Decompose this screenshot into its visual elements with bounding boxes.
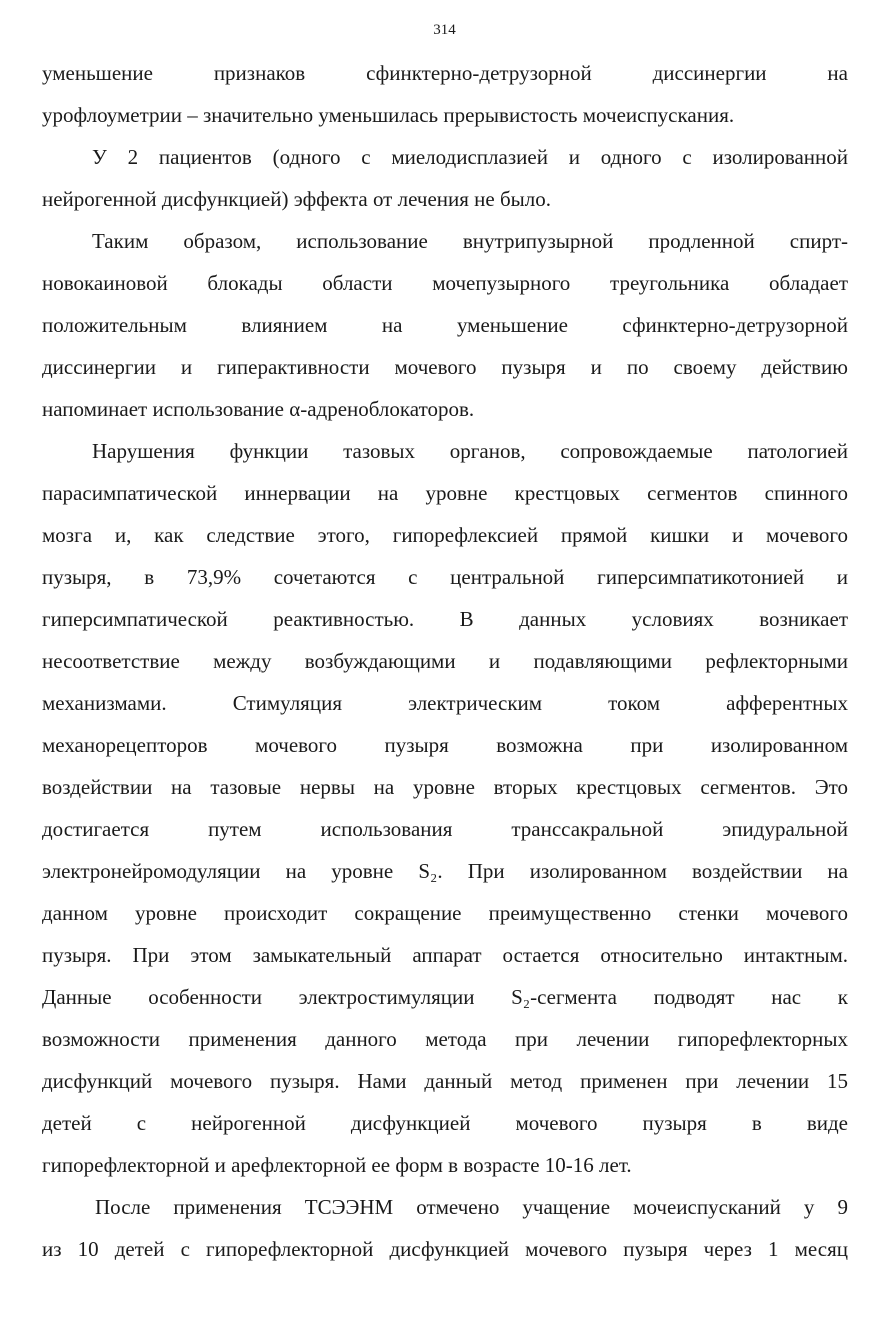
paragraph-start-line: У 2 пациентов (одного с миелодисплазией и одного с изолированной xyxy=(92,145,848,169)
text-line: электронейромодуляции на уровне S₂. При изолированном воздействии на xyxy=(42,859,848,883)
text-line: механорецепторов мочевого пузыря возможна при изолированном xyxy=(42,733,848,757)
text-line: Данные особенности электростимуляции S₂-сегмента подводят нас к xyxy=(42,985,848,1009)
text-line: пузыря. При этом замыкательный аппарат остается относительно интактным. xyxy=(42,943,848,967)
paragraph-start-line: После применения ТСЭЭНМ отмечено учащение мочеиспусканий у 9 xyxy=(95,1195,848,1219)
text-line: положительным влиянием на уменьшение сфинктерно-детрузорной xyxy=(42,313,848,337)
text-line: достигается путем использования транссакральной эпидуральной xyxy=(42,817,848,841)
text-line: несоответствие между возбуждающими и подавляющими рефлекторными xyxy=(42,649,848,673)
text-line: дисфункций мочевого пузыря. Нами данный метод применен при лечении 15 xyxy=(42,1069,848,1093)
paragraph-start-line: Таким образом, использование внутрипузырной продленной спирт- xyxy=(92,229,848,253)
text-line: воздействии на тазовые нервы на уровне вторых крестцовых сегментов. Это xyxy=(42,775,848,799)
body-text xyxy=(42,52,848,1270)
text-line: механизмами. Стимуляция электрическим током афферентных xyxy=(42,691,848,715)
text-line: гипорефлекторной и арефлекторной ее форм в возрасте 10-16 лет. xyxy=(42,1153,632,1177)
text-line: данном уровне происходит сокращение преимущественно стенки мочевого xyxy=(42,901,848,925)
paragraph-start-line: Нарушения функции тазовых органов, сопровождаемые патологией xyxy=(92,439,848,463)
text-line: урофлоуметрии – значительно уменьшилась прерывистость мочеиспускания. xyxy=(42,103,735,127)
page-number: 314 xyxy=(433,22,456,38)
text-line: из 10 детей с гипорефлекторной дисфункцией мочевого пузыря через 1 месяц xyxy=(42,1237,848,1261)
text-line: пузыря, в 73,9% сочетаются с центральной гиперсимпатикотонией и xyxy=(42,565,848,589)
text-line: мозга и, как следствие этого, гипорефлексией прямой кишки и мочевого xyxy=(42,523,848,547)
text-line: возможности применения данного метода при лечении гипорефлекторных xyxy=(42,1027,848,1051)
text-line: нейрогенной дисфункцией) эффекта от лечения не было. xyxy=(42,187,551,211)
text-line: новокаиновой блокады области мочепузырного треугольника обладает xyxy=(42,271,848,295)
text-line: уменьшение признаков сфинктерно-детрузорной диссинергии на xyxy=(42,61,848,85)
text-line: парасимпатической иннервации на уровне крестцовых сегментов спинного xyxy=(42,481,848,505)
text-line: диссинергии и гиперактивности мочевого пузыря и по своему действию xyxy=(42,355,848,379)
text-line: детей с нейрогенной дисфункцией мочевого пузыря в виде xyxy=(42,1111,848,1135)
text-line: напоминает использование α-адреноблокаторов. xyxy=(42,397,475,421)
text-line: гиперсимпатической реактивностью. В данных условиях возникает xyxy=(42,607,848,631)
